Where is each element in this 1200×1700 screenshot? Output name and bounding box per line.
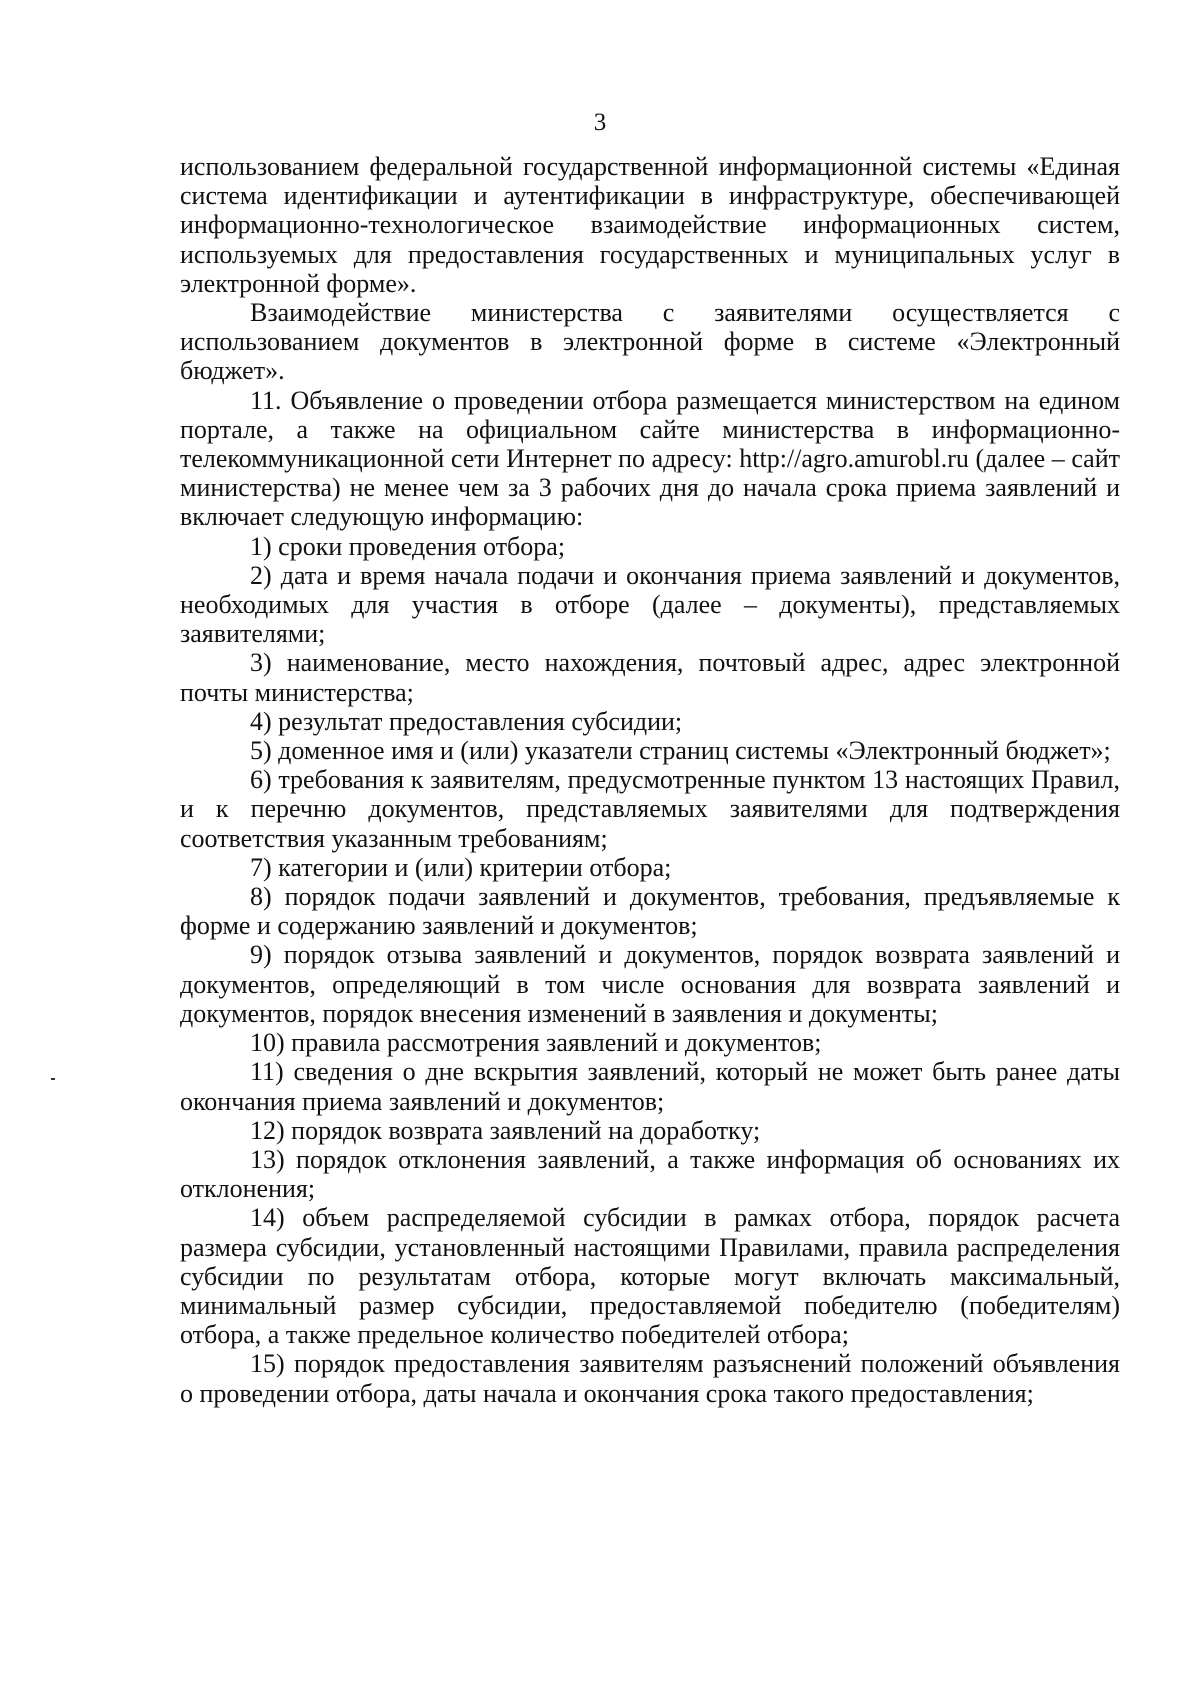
paragraph-interaction: Взаимодействие министерства с заявителями осуществляется с использованием документов в электронной форме в системе «Электронный бюджет». [180,298,1120,386]
list-item-11: 11) сведения о дне вскрытия заявлений, который не может быть ранее даты окончания приема заявлений и документов; [180,1057,1120,1116]
list-item-4: 4) результат предоставления субсидии; [250,706,683,736]
list-item-6: 6) требования к заявителям, предусмотренные пунктом 13 настоящих Правил, и к перечню документов, представляемых заявителями для подтверждения соответствия указанным требованиям; [180,765,1120,853]
paragraph-continuation: использованием федеральной государственной информационной системы «Единая система идентификации и аутентификации в инфраструктуре, обеспечивающей информационно-технологическое взаимодействие информационных систем, используемых для предоставления государственных и муниципальных услуг в электронной форме». [180,152,1120,298]
list-item-5: 5) доменное имя и (или) указатели страниц системы «Электронный бюджет»; [250,736,1111,766]
list-item-1: 1) сроки проведения отбора; [250,531,566,561]
list-item-15: 15) порядок предоставления заявителям разъяснений положений объявления о проведении отбора, даты начала и окончания срока такого предоставления; [180,1349,1120,1408]
list-item-13: 13) порядок отклонения заявлений, а также информация об основаниях их отклонения; [180,1144,1120,1204]
paragraph-clause-11: 11. Объявление о проведении отбора размещается министерством на едином портале, а также на официальном сайте министерства в информационно-телекоммуникационной сети Интернет по адресу: http://agro.amurobl.ru (далее – сайт министерства) не менее чем за 3 рабочих дня до начала срока приема заявлений и включает следующую информацию: [180,385,1120,532]
scan-speck [51,1078,55,1080]
list-item-9: 9) порядок отзыва заявлений и документов, порядок возврата заявлений и документов, определяющий в том числе основания для возврата заявлений и документов, порядок внесения изменений в заявления и документы; [180,940,1120,1028]
list-item-7: 7) категории и (или) критерии отбора; [250,852,672,882]
list-item-3: 3) наименование, место нахождения, почтовый адрес, адрес электронной почты министерства; [180,648,1120,707]
page-number: 3 [593,109,607,136]
list-item-14: 14) объем распределяемой субсидии в рамках отбора, порядок расчета размера субсидии, установленный настоящими Правилами, правила распределения субсидии по результатам отбора, которые могут включать максимальный, минимальный размер субсидии, предоставляемой победителю (победителям) отбора, а также предельное количество победителей отбора; [180,1203,1120,1350]
document-body [180,152,1120,1408]
list-item-8: 8) порядок подачи заявлений и документов, требования, предъявляемые к форме и содержанию заявлений и документов; [180,882,1120,941]
list-item-10: 10) правила рассмотрения заявлений и документов; [250,1028,822,1058]
list-item-2: 2) дата и время начала подачи и окончания приема заявлений и документов, необходимых для участия в отборе (далее – документы), представляемых заявителями; [180,560,1120,649]
list-item-12: 12) порядок возврата заявлений на доработку; [250,1115,761,1145]
